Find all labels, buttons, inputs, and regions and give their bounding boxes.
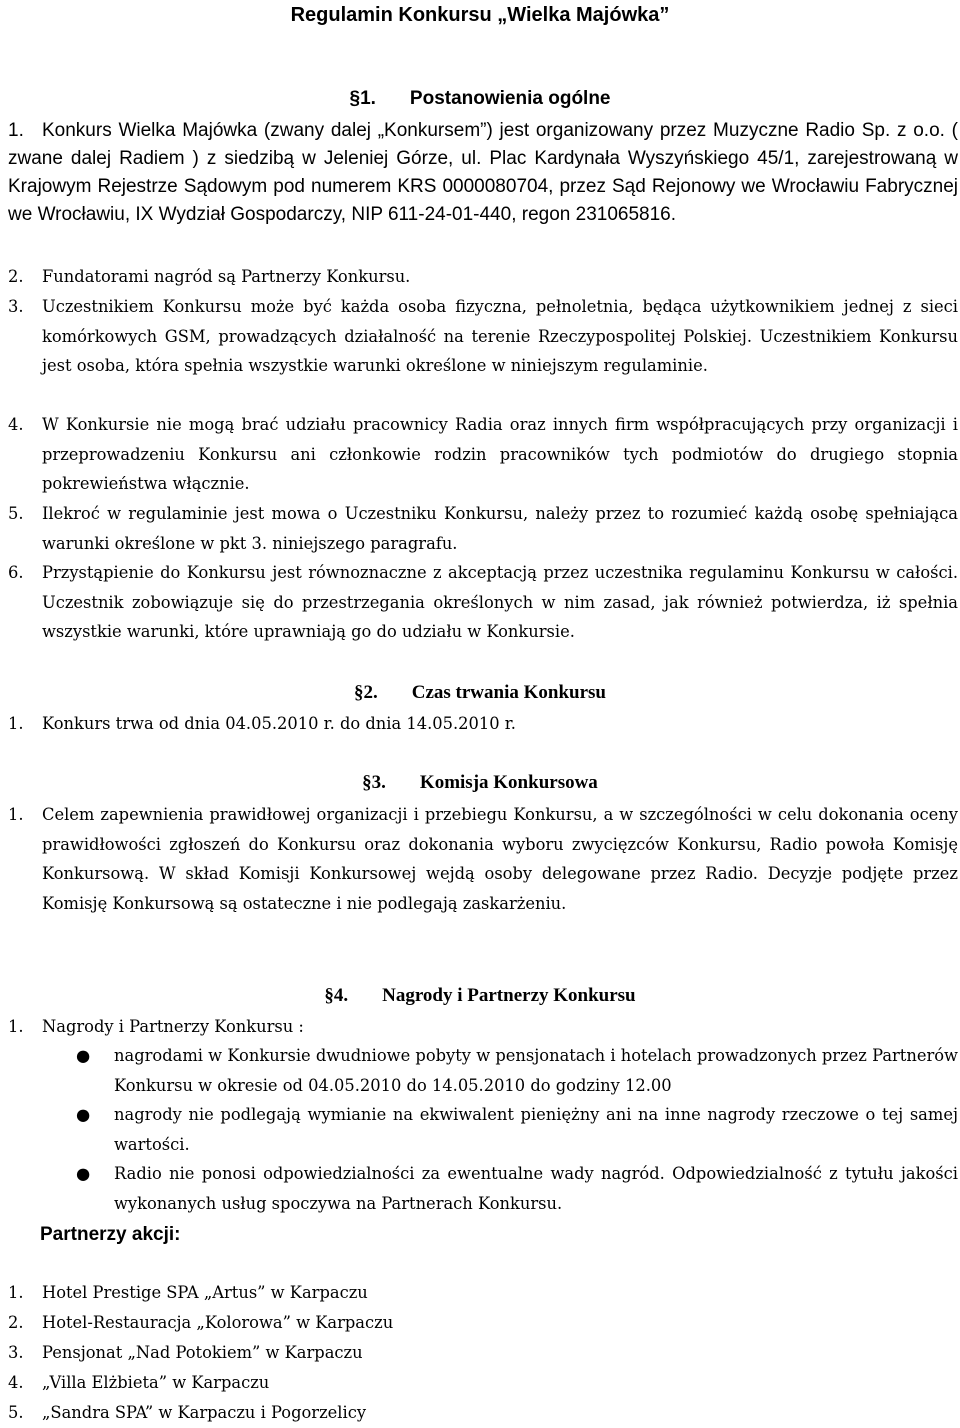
item-number: 4. [8, 415, 24, 434]
bullet-dot-icon: ● [76, 1105, 91, 1124]
list-item [8, 262, 958, 292]
list-item [8, 499, 958, 558]
item-number: 2. [8, 267, 24, 286]
list-item [8, 410, 958, 499]
bullet-dot-icon: ● [76, 1046, 91, 1065]
partner-item [8, 1308, 908, 1338]
partner-name: Pensjonat „Nad Potokiem” w Karpaczu [42, 1343, 363, 1362]
item-number: 2. [8, 1313, 24, 1332]
section-title: Postanowienia ogólne [409, 88, 611, 109]
item-text: Celem zapewnienia prawidłowej organizacji i przebiegu Konkursu, a w szczególności w celu dokonania oceny prawidłowości zgłoszeń do Konkursu oraz dokonania wyboru zwycięzców Konkursu, Radio powoła Komisję Konkursową. W skład Komisji Konkursowej wejdą osoby delegowane przez Radio. Decyzje podjęte przez Komisję Konkursową są ostateczne i nie podlegają zaskarżeniu. [42, 805, 958, 913]
list-item [8, 292, 958, 381]
list-item [8, 117, 958, 229]
bullet-list [0, 1041, 958, 1218]
section-2-heading [0, 681, 960, 705]
bullet-item [76, 1159, 958, 1218]
bullet-text: nagrody nie podlegają wymianie na ekwiwalent pieniężny ani na inne nagrody rzeczowe o tej samej wartości. [114, 1105, 958, 1154]
item-number: 1. [8, 1283, 24, 1302]
item-number: 5. [8, 504, 24, 523]
item-text: Konkurs trwa od dnia 04.05.2010 r. do dnia 14.05.2010 r. [42, 714, 516, 733]
partner-name: Hotel Prestige SPA „Artus” w Karpaczu [42, 1283, 368, 1302]
item-number: 1. [8, 1017, 24, 1036]
section-3-heading [0, 771, 960, 795]
list-item [8, 800, 958, 918]
partner-item [8, 1398, 908, 1428]
partner-name: Hotel-Restauracja „Kolorowa” w Karpaczu [42, 1313, 394, 1332]
bullet-item [76, 1100, 958, 1159]
item-number: 6. [8, 563, 24, 582]
item-number: 3. [8, 1343, 24, 1362]
section-number: §1. [349, 88, 376, 109]
partners-list [8, 1278, 908, 1428]
item-text: Fundatorami nagród są Partnerzy Konkursu. [42, 267, 411, 286]
item-number: 1. [8, 714, 24, 733]
section-4-heading [0, 984, 960, 1008]
partner-name: „Sandra SPA” w Karpaczu i Pogorzelicy [42, 1403, 367, 1422]
item-number: 4. [8, 1373, 24, 1392]
list-item [8, 558, 958, 647]
item-text: W Konkursie nie mogą brać udziału pracownicy Radia oraz innych firm współpracujących przy organizacji i przeprowadzeniu Konkursu ani członkowie rodzin pracowników tych podmiotów do drugiego stopnia pokrewieństwa włącznie. [42, 415, 958, 493]
item-number: 3. [8, 297, 24, 316]
bullet-item [76, 1041, 958, 1100]
item-number: 1. [8, 805, 24, 824]
partner-name: „Villa Elżbieta” w Karpaczu [42, 1373, 270, 1392]
bullet-dot-icon: ● [76, 1164, 91, 1183]
item-text: Uczestnikiem Konkursu może być każda osoba fizyczna, pełnoletnia, będąca użytkownikiem jednej z sieci komórkowych GSM, prowadzących działalność na terenie Rzeczypospolitej Polskiej. Uczestnikiem Konkursu jest osoba, która spełnia wszystkie warunki określone w niniejszym regulaminie. [42, 297, 958, 375]
item-text: Ilekroć w regulaminie jest mowa o Uczestniku Konkursu, należy przez to rozumieć każdą osobę spełniająca warunki określone w pkt 3. niniejszego paragrafu. [42, 504, 958, 553]
item-text: Konkurs Wielka Majówka (zwany dalej „Konkursem”) jest organizowany przez Muzyczne Radio Sp. z o.o. ( zwane dalej Radiem ) z siedzibą w Jeleniej Górze, ul. Plac Kardynała Wyszyńskiego 45/1, zarejestrowaną w Krajowym Rejestrze Sądowym pod numerem KRS 0000080704, przez Sąd Rejonowy we Wrocławiu Fabrycznej we Wrocławiu, IX Wydział Gospodarczy, NIP 611-24-01-440, regon 231065816. [8, 120, 958, 225]
partner-item [8, 1338, 908, 1368]
partner-item [8, 1278, 908, 1308]
item-text: Przystąpienie do Konkursu jest równoznaczne z akceptacją przez uczestnika regulaminu Konkursu w całości. Uczestnik zobowiązuje się do przestrzegania określonych w nim zasad, jak również potwierdza, iż spełnia wszystkie warunki, które uprawniają go do udziału w Konkursie. [42, 563, 958, 641]
section-number: §2. [354, 682, 378, 703]
section-title: Czas trwania Konkursu [411, 682, 606, 703]
bullet-text: Radio nie ponosi odpowiedzialności za ewentualne wady nagród. Odpowiedzialność z tytułu jakości wykonanych usług spoczywa na Partnerach Konkursu. [114, 1164, 958, 1213]
list-item [8, 709, 958, 739]
document-title: Regulamin Konkursu „Wielka Majówka” [290, 4, 670, 26]
partners-heading: Partnerzy akcji: [40, 1224, 181, 1245]
section-1-heading [0, 87, 960, 111]
bullet-text: nagrodami w Konkursie dwudniowe pobyty w pensjonatach i hotelach prowadzonych przez Partnerów Konkursu w okresie od 04.05.2010 do 14.05.2010 do godziny 12.00 [114, 1046, 958, 1095]
item-text: Nagrody i Partnerzy Konkursu : [42, 1017, 304, 1036]
item-number: 5. [8, 1403, 24, 1422]
item-number: 1. [8, 120, 24, 141]
section-title: Nagrody i Partnerzy Konkursu [382, 985, 636, 1006]
list-item [8, 1012, 958, 1042]
section-number: §3. [362, 772, 386, 793]
partner-item [8, 1368, 908, 1398]
section-title: Komisja Konkursowa [419, 772, 598, 793]
section-number: §4. [324, 985, 349, 1006]
